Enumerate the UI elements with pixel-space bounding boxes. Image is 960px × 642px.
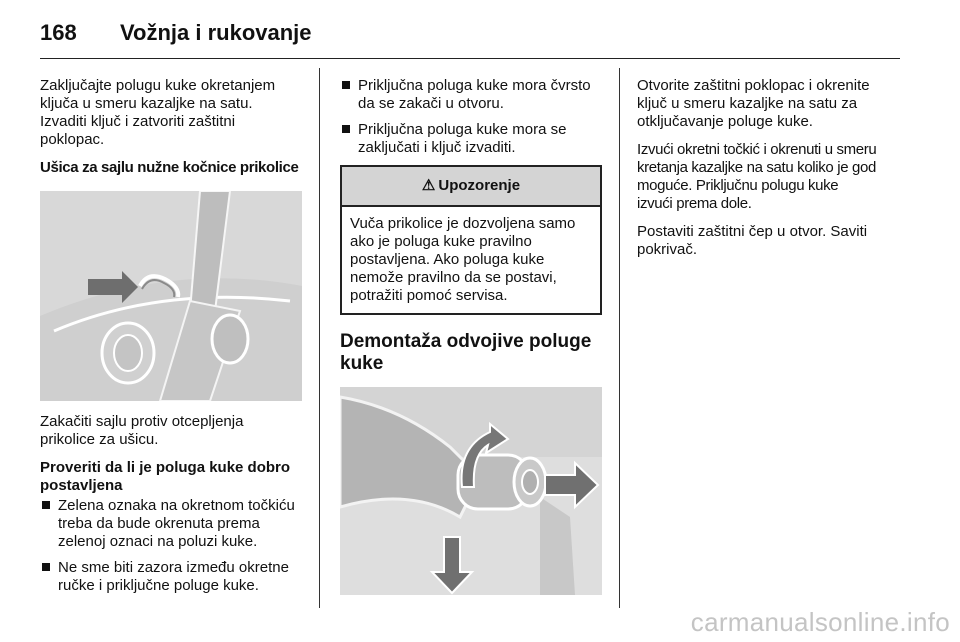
- warning-text: Vuča prikolice je dozvoljena samo ako je poluga kuke pravilno postavljena. Ako poluga kuke nemože pravilno da se postavi, potražiti pomoć servisa.: [350, 215, 576, 304]
- eyelet-illustration: [40, 191, 302, 401]
- bullet-square-icon: [342, 125, 350, 133]
- eyelet-heading: Ušica za sajlu nužne kočnice prikolice: [40, 159, 299, 176]
- list-item: Priključna poluga kuke mora se zaključati i ključ izvaditi.: [340, 121, 602, 157]
- paragraph: Izvući okretni točkić i okrenuti u smeru kretanja kazaljke na satu koliko je god moguće. Priključnu polugu kuke izvući prema dole.: [637, 141, 877, 212]
- chapter-title: Vožnja i rukovanje: [120, 20, 312, 45]
- column-divider: [619, 68, 620, 608]
- list-item: Zelena oznaka na okretnom točkiću treba da bude okrenuta prema zelenoj oznaci na poluzi kuke.: [40, 497, 308, 551]
- warning-box: [340, 165, 602, 315]
- bullet-square-icon: [42, 501, 50, 509]
- intro-paragraph: Zaključajte polugu kuke okretanjem ključa u smeru kazaljke na satu. Izvaditi ključ i zatvoriti zaštitni poklopac.: [40, 77, 276, 148]
- removal-figure: [340, 387, 602, 595]
- warning-title: Upozorenje: [438, 177, 521, 194]
- column-divider: [319, 68, 320, 608]
- paragraph: Postaviti zaštitni čep u otvor. Saviti pokrivač.: [637, 223, 868, 258]
- list-item: Ne sme biti zazora između okretne ručke i priključne poluge kuke.: [40, 559, 308, 595]
- column-2: [340, 77, 602, 595]
- watermark: carmanualsonline.info: [690, 607, 950, 637]
- removal-illustration: [340, 387, 602, 595]
- eyelet-figure: [40, 191, 302, 401]
- bullet-square-icon: [42, 563, 50, 571]
- paragraph: Otvorite zaštitni poklopac i okrenite ključ u smeru kazaljke na satu za otključavanje poluge kuke.: [637, 77, 870, 130]
- list-item: Priključna poluga kuke mora čvrsto da se zakači u otvoru.: [340, 77, 602, 113]
- bullet-square-icon: [342, 81, 350, 89]
- column-1: [40, 77, 308, 603]
- eyelet-paragraph: Zakačiti sajlu protiv otcepljenja prikolice za ušicu.: [40, 413, 244, 448]
- header-rule: [40, 58, 900, 59]
- check-list: [40, 497, 308, 595]
- column-3: [637, 77, 907, 269]
- check-heading: Proveriti da li je poluga kuke dobro postavljena: [40, 459, 291, 494]
- warning-triangle-icon: ⚠: [421, 177, 436, 194]
- page-number: 168: [40, 20, 77, 45]
- lever-list: [340, 77, 602, 157]
- warning-header: [342, 167, 600, 207]
- section-heading: Demontaža odvojive poluge kuke: [340, 331, 592, 374]
